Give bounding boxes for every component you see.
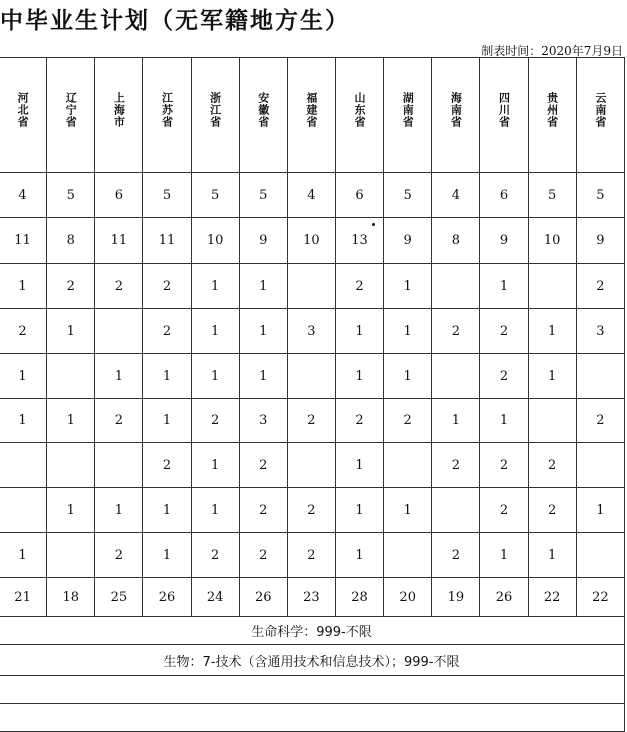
data-cell: 1 <box>47 399 95 443</box>
data-cell: 1 <box>191 309 239 354</box>
data-row <box>0 218 625 264</box>
data-cell: 1 <box>143 399 191 443</box>
data-cell: 5 <box>239 173 287 218</box>
data-cell: 2 <box>191 399 239 443</box>
data-cell: 2 <box>47 264 95 309</box>
data-cell: 2 <box>384 399 432 443</box>
data-cell: 10 <box>287 218 335 264</box>
note-row-text: 生命科学：999-不限 <box>0 617 625 645</box>
data-cell: 1 <box>576 488 624 533</box>
province-header-cell <box>528 58 576 173</box>
data-cell: 2 <box>528 443 576 488</box>
province-name: 辽宁省 <box>64 92 78 128</box>
data-cell: 1 <box>384 488 432 533</box>
data-cell: 2 <box>480 488 528 533</box>
data-row <box>0 264 625 309</box>
data-cell <box>95 443 143 488</box>
total-cell: 26 <box>143 578 191 617</box>
data-cell: 5 <box>47 173 95 218</box>
data-cell: 2 <box>480 354 528 399</box>
stray-dot <box>372 223 375 226</box>
data-cell: 1 <box>335 309 383 354</box>
province-header-row <box>0 58 625 173</box>
data-cell: 2 <box>143 443 191 488</box>
data-cell: 13 <box>335 218 383 264</box>
data-row <box>0 399 625 443</box>
data-cell <box>384 533 432 578</box>
data-cell: 5 <box>143 173 191 218</box>
data-cell <box>576 443 624 488</box>
note-row <box>0 645 625 676</box>
data-cell: 3 <box>576 309 624 354</box>
data-cell: 2 <box>191 533 239 578</box>
data-cell: 8 <box>47 218 95 264</box>
data-cell: 2 <box>143 309 191 354</box>
data-cell: 11 <box>0 218 47 264</box>
data-cell: 1 <box>432 399 480 443</box>
blank-row-text <box>0 676 625 704</box>
data-cell: 1 <box>480 399 528 443</box>
province-header-cell <box>384 58 432 173</box>
total-cell: 23 <box>287 578 335 617</box>
data-cell: 4 <box>287 173 335 218</box>
data-cell: 5 <box>384 173 432 218</box>
data-cell: 2 <box>239 443 287 488</box>
page-title: 中毕业生计划（无军籍地方生） <box>0 7 350 34</box>
data-cell: 5 <box>528 173 576 218</box>
data-row <box>0 354 625 399</box>
province-header-cell <box>95 58 143 173</box>
data-cell <box>287 264 335 309</box>
province-name: 浙江省 <box>208 92 222 128</box>
note-row-text: 生物：7-技术（含通用技术和信息技术）；999-不限 <box>0 645 625 676</box>
data-cell: 2 <box>480 309 528 354</box>
data-cell: 5 <box>576 173 624 218</box>
data-cell: 1 <box>384 354 432 399</box>
data-cell: 2 <box>287 488 335 533</box>
data-cell <box>528 264 576 309</box>
province-header-cell <box>143 58 191 173</box>
province-name: 四川省 <box>497 92 511 128</box>
data-cell: 2 <box>239 488 287 533</box>
data-cell: 2 <box>480 443 528 488</box>
province-header-cell <box>432 58 480 173</box>
data-cell <box>47 533 95 578</box>
province-header-cell <box>576 58 624 173</box>
data-cell: 1 <box>143 354 191 399</box>
data-row <box>0 488 625 533</box>
data-cell: 1 <box>239 309 287 354</box>
data-cell: 1 <box>384 264 432 309</box>
data-cell: 9 <box>576 218 624 264</box>
province-name: 江苏省 <box>160 92 174 128</box>
data-cell: 1 <box>191 443 239 488</box>
data-cell: 2 <box>528 488 576 533</box>
data-cell: 9 <box>480 218 528 264</box>
province-name: 云南省 <box>593 92 607 128</box>
totals-row <box>0 578 625 617</box>
province-name: 贵州省 <box>545 92 559 128</box>
data-cell: 1 <box>384 309 432 354</box>
data-cell: 1 <box>0 354 47 399</box>
province-name: 上海市 <box>112 92 126 128</box>
data-cell <box>576 354 624 399</box>
total-cell: 22 <box>528 578 576 617</box>
data-row <box>0 533 625 578</box>
data-cell: 2 <box>143 264 191 309</box>
blank-row <box>0 676 625 704</box>
data-cell: 1 <box>239 264 287 309</box>
data-cell: 1 <box>191 354 239 399</box>
data-cell: 11 <box>95 218 143 264</box>
province-name: 福建省 <box>304 92 318 128</box>
province-header-cell <box>47 58 95 173</box>
data-cell: 1 <box>335 443 383 488</box>
data-cell <box>287 354 335 399</box>
data-cell: 1 <box>47 309 95 354</box>
data-cell: 1 <box>0 399 47 443</box>
total-cell: 18 <box>47 578 95 617</box>
data-cell: 2 <box>287 399 335 443</box>
data-cell: 1 <box>335 488 383 533</box>
blank-row <box>0 704 625 732</box>
data-cell: 4 <box>432 173 480 218</box>
province-name: 山东省 <box>353 92 367 128</box>
total-cell: 22 <box>576 578 624 617</box>
data-cell: 3 <box>239 399 287 443</box>
province-header-cell <box>287 58 335 173</box>
data-cell: 11 <box>143 218 191 264</box>
data-cell <box>47 443 95 488</box>
data-cell: 2 <box>0 309 47 354</box>
total-cell: 26 <box>480 578 528 617</box>
province-header-cell <box>191 58 239 173</box>
data-cell: 2 <box>335 264 383 309</box>
data-cell <box>0 488 47 533</box>
data-cell: 6 <box>480 173 528 218</box>
data-cell <box>95 309 143 354</box>
plan-table <box>0 57 625 732</box>
data-cell: 6 <box>335 173 383 218</box>
data-cell: 5 <box>191 173 239 218</box>
province-name: 湖南省 <box>401 92 415 128</box>
data-cell: 1 <box>191 264 239 309</box>
total-cell: 21 <box>0 578 47 617</box>
data-cell: 2 <box>95 533 143 578</box>
province-header-cell <box>335 58 383 173</box>
data-cell <box>0 443 47 488</box>
data-cell: 2 <box>95 399 143 443</box>
data-cell: 1 <box>528 354 576 399</box>
data-cell: 1 <box>0 533 47 578</box>
data-cell: 9 <box>384 218 432 264</box>
total-cell: 25 <box>95 578 143 617</box>
data-cell: 1 <box>47 488 95 533</box>
province-header-cell <box>0 58 47 173</box>
data-cell <box>287 443 335 488</box>
data-cell: 1 <box>95 488 143 533</box>
province-name: 安徽省 <box>256 92 270 128</box>
data-cell: 1 <box>528 533 576 578</box>
data-cell <box>576 533 624 578</box>
data-cell: 1 <box>239 354 287 399</box>
data-cell: 1 <box>95 354 143 399</box>
total-cell: 19 <box>432 578 480 617</box>
data-row <box>0 173 625 218</box>
data-cell: 2 <box>335 399 383 443</box>
data-cell: 1 <box>143 488 191 533</box>
data-cell: 2 <box>432 533 480 578</box>
province-name: 海南省 <box>449 92 463 128</box>
data-cell: 1 <box>480 264 528 309</box>
data-cell: 8 <box>432 218 480 264</box>
data-cell: 1 <box>191 488 239 533</box>
data-cell: 1 <box>528 309 576 354</box>
total-cell: 20 <box>384 578 432 617</box>
table-date: 制表时间：2020年7月9日 <box>481 44 623 58</box>
data-cell: 1 <box>143 533 191 578</box>
province-name: 河北省 <box>16 92 30 128</box>
blank-row-text <box>0 704 625 732</box>
data-cell: 1 <box>335 354 383 399</box>
data-cell <box>384 443 432 488</box>
data-cell: 2 <box>576 399 624 443</box>
data-cell: 1 <box>0 264 47 309</box>
total-cell: 24 <box>191 578 239 617</box>
province-header-cell <box>480 58 528 173</box>
data-cell: 2 <box>432 309 480 354</box>
data-cell: 3 <box>287 309 335 354</box>
data-cell <box>432 488 480 533</box>
total-cell: 26 <box>239 578 287 617</box>
data-cell: 9 <box>239 218 287 264</box>
note-row <box>0 617 625 645</box>
data-cell: 4 <box>0 173 47 218</box>
data-cell: 10 <box>191 218 239 264</box>
data-cell <box>432 354 480 399</box>
data-row <box>0 443 625 488</box>
data-cell: 2 <box>239 533 287 578</box>
data-cell: 1 <box>480 533 528 578</box>
data-cell: 1 <box>335 533 383 578</box>
data-cell <box>432 264 480 309</box>
total-cell: 28 <box>335 578 383 617</box>
data-cell: 6 <box>95 173 143 218</box>
data-cell <box>47 354 95 399</box>
data-cell: 2 <box>95 264 143 309</box>
data-cell: 2 <box>287 533 335 578</box>
data-cell <box>528 399 576 443</box>
data-cell: 10 <box>528 218 576 264</box>
data-cell: 2 <box>432 443 480 488</box>
data-cell: 2 <box>576 264 624 309</box>
province-header-cell <box>239 58 287 173</box>
data-row <box>0 309 625 354</box>
